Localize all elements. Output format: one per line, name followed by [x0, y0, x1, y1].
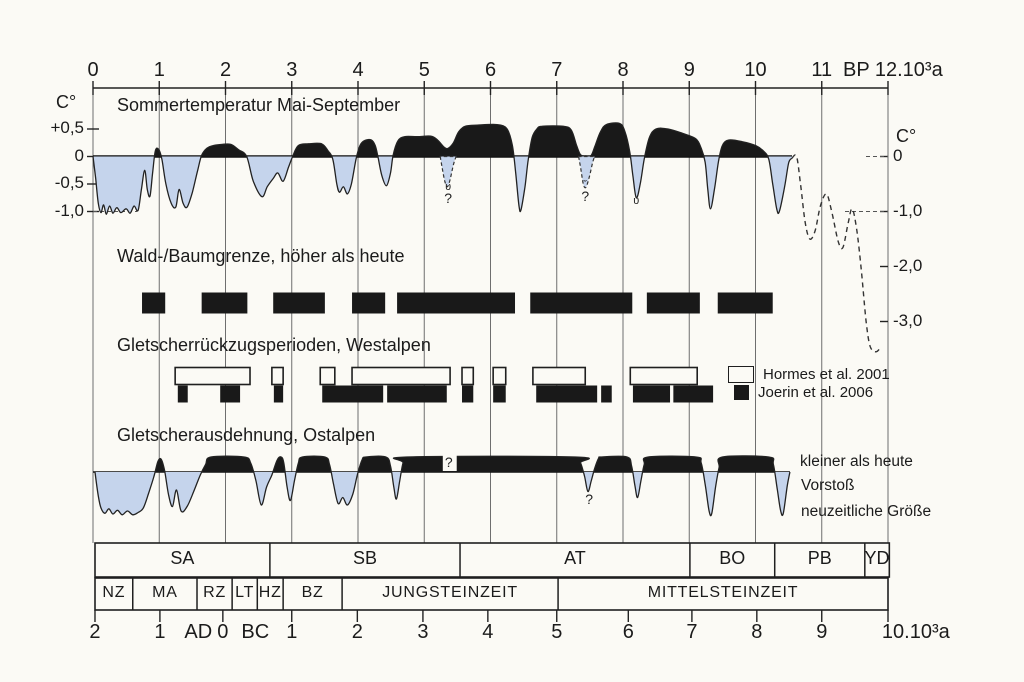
- zone-label-BO: BO: [719, 548, 746, 568]
- left-axis-tick-label: -0,5: [54, 173, 84, 192]
- temperature-uncertainty-mark: ?: [444, 190, 452, 206]
- zone-label-YD: YD: [864, 548, 890, 568]
- top-axis-tick-label: 7: [551, 59, 563, 81]
- bottom-axis-tick-label: AD: [184, 621, 213, 643]
- top-axis-tick-label: 6: [484, 59, 497, 81]
- culture-label-BZ: BZ: [301, 584, 324, 601]
- legend-joerin-label: Joerin et al. 2006: [758, 384, 874, 401]
- glacier-retreat-panel-title: Gletscherrückzugsperioden, Westalpen: [117, 335, 431, 355]
- top-axis-tick-label: 11: [811, 59, 833, 81]
- temperature-uncertainty-mark: υ: [445, 181, 452, 193]
- culture-label-RZ: RZ: [203, 584, 227, 601]
- zone-label-SB: SB: [352, 548, 377, 568]
- top-axis-tick-label: 1: [153, 59, 165, 81]
- joerin-swatch-icon: [734, 385, 749, 400]
- temperature-uncertainty-mark: ˇ: [583, 179, 588, 191]
- left-axis-tick-label: 0: [74, 145, 84, 165]
- right-axis-unit-label: C°: [896, 126, 917, 146]
- top-axis-tick-label: 8: [617, 59, 629, 81]
- treeline-panel-title: Wald-/Baumgrenze, höher als heute: [117, 246, 405, 266]
- hormes-swatch-icon: [728, 366, 754, 383]
- top-axis-tick-label: 5: [418, 59, 430, 81]
- bottom-axis-tick-label: 3: [417, 621, 429, 643]
- top-axis-unit-label: BP 12.10³a: [843, 59, 943, 81]
- glacier-extent-panel-title: Gletscherausdehnung, Ostalpen: [117, 425, 376, 445]
- bottom-axis-tick-label: 10.10³a: [881, 621, 950, 643]
- culture-label-HZ: HZ: [258, 584, 282, 601]
- legend-hormes-label: Hormes et al. 2001: [763, 366, 890, 383]
- top-axis-tick-label: 3: [286, 59, 298, 81]
- left-axis-unit-label: C°: [56, 92, 77, 112]
- top-axis-tick-label: 4: [352, 59, 364, 81]
- bottom-axis-tick-label: 0: [217, 621, 229, 643]
- top-axis-tick-label: 0: [87, 59, 99, 81]
- zone-label-SA: SA: [170, 548, 195, 568]
- culture-label-JUNGSTEINZEIT: JUNGSTEINZEIT: [382, 584, 518, 601]
- bottom-axis-tick-label: 5: [551, 621, 563, 643]
- extent-label-advance: Vorstoß: [801, 477, 855, 494]
- culture-label-NZ: NZ: [102, 584, 126, 601]
- left-axis-tick-label: -1,0: [54, 200, 84, 220]
- bottom-axis-tick-label: 4: [482, 621, 494, 643]
- culture-label-MA: MA: [152, 584, 178, 601]
- extent-label-smaller: kleiner als heute: [800, 453, 913, 470]
- bottom-axis-tick-label: 2: [351, 621, 363, 643]
- temperature-uncertainty-mark: ?: [581, 188, 590, 204]
- bottom-axis-tick-label: 2: [89, 621, 101, 643]
- culture-label-LT: LT: [235, 584, 255, 601]
- top-axis-tick-label: 10: [744, 59, 767, 81]
- bottom-axis-tick-label: 6: [622, 621, 634, 643]
- left-axis-tick-label: +0,5: [50, 118, 84, 137]
- right-axis-tick-label: -3,0: [893, 310, 923, 330]
- bottom-axis-tick-label: 9: [816, 621, 828, 643]
- temperature-uncertainty-mark: υ: [633, 195, 640, 207]
- top-axis-tick-label: 9: [683, 59, 695, 81]
- legend-joerin: [728, 384, 873, 401]
- right-axis-tick-label: 0: [893, 145, 903, 165]
- bottom-axis-tick-label: BC: [241, 621, 270, 643]
- extent-label-modern: neuzeitliche Größe: [801, 503, 932, 520]
- zone-label-AT: AT: [564, 548, 586, 568]
- temperature-panel-title: Sommertemperatur Mai-September: [117, 95, 401, 115]
- zone-label-PB: PB: [807, 548, 832, 568]
- extent-uncertainty-mark: ?: [585, 491, 594, 507]
- bottom-axis-tick-label: 1: [154, 621, 166, 643]
- right-axis-tick-label: -2,0: [893, 255, 923, 275]
- culture-label-MITTELSTEINZEIT: MITTELSTEINZEIT: [647, 584, 799, 601]
- bottom-axis-tick-label: 8: [751, 621, 763, 643]
- legend-hormes: [728, 366, 890, 383]
- bottom-axis-tick-label: 7: [686, 621, 698, 643]
- bottom-axis-tick-label: 1: [286, 621, 298, 643]
- extent-uncertainty-mark: ?: [444, 454, 453, 470]
- top-axis-tick-label: 2: [219, 59, 232, 81]
- right-axis-tick-label: -1,0: [893, 200, 923, 220]
